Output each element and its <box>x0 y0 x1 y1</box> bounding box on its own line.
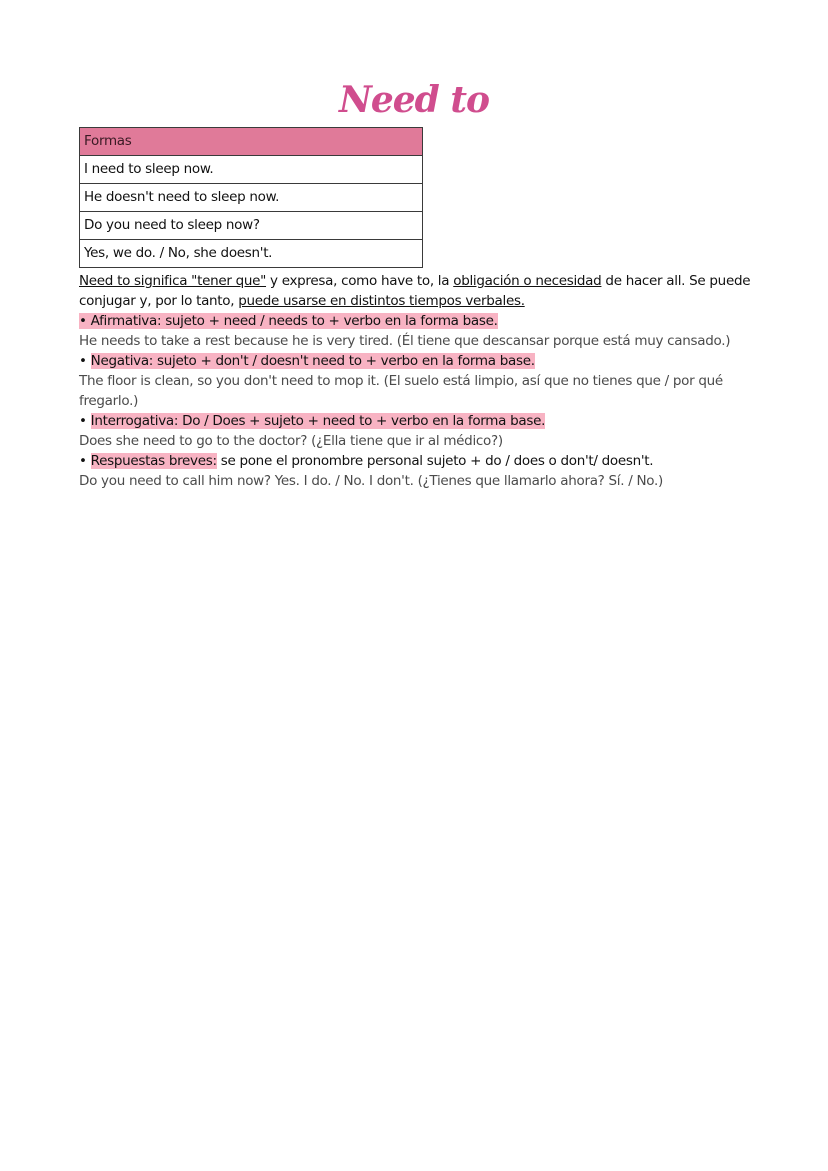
short-answers-rule <box>79 451 759 471</box>
negative-example: The floor is clean, so you don't need to mop it. (El suelo está limpio, así que no tienes que / por qué fregarlo.) <box>79 373 723 409</box>
intro-underlined-obligation: obligación o necesidad <box>453 273 602 289</box>
short-answers-text: se pone el pronombre personal sujeto + do / does o don't/ doesn't. <box>216 453 654 469</box>
affirmative-highlight: • Afirmativa: sujeto + need / needs to + verbo en la forma base. <box>79 313 498 329</box>
table-header-cell: Formas <box>80 128 423 156</box>
table-row <box>80 184 423 212</box>
explanation-body <box>79 271 759 491</box>
short-answers-highlight: Respuestas breves: <box>90 453 217 469</box>
negative-highlight: Negativa: sujeto + don't / doesn't need to + verbo en la forma base. <box>90 353 535 369</box>
negative-rule <box>79 351 759 371</box>
interrogative-example: Does she need to go to the doctor? (¿Ella tiene que ir al médico?) <box>79 433 503 449</box>
bullet: • <box>79 453 91 469</box>
interrogative-highlight: Interrogativa: Do / Does + sujeto + need to + verbo en la forma base. <box>90 413 546 429</box>
page-title: Need to <box>338 79 490 121</box>
table-cell: Yes, we do. / No, she doesn't. <box>80 240 423 268</box>
intro-text: y expresa, como have to, la <box>266 273 454 289</box>
table-cell: Do you need to sleep now? <box>80 212 423 240</box>
table-row <box>80 240 423 268</box>
intro-underlined-tenses: puede usarse en distintos tiempos verbales. <box>238 293 525 309</box>
bullet: • <box>79 353 91 369</box>
short-answers-example: Do you need to call him now? Yes. I do. / No. I don't. (¿Tienes que llamarlo ahora? Sí. / No.) <box>79 473 663 489</box>
table-row <box>80 212 423 240</box>
affirmative-rule <box>79 311 759 331</box>
affirmative-example: He needs to take a rest because he is very tired. (Él tiene que descansar porque está muy cansado.) <box>79 333 731 349</box>
intro-paragraph <box>79 271 759 311</box>
intro-underlined-meaning: Need to significa "tener que" <box>79 273 267 289</box>
table-cell: I need to sleep now. <box>80 156 423 184</box>
table-header-row <box>80 128 423 156</box>
intro-text: de hacer all. Se puede conjugar y, por lo tanto, <box>79 273 751 309</box>
interrogative-rule <box>79 411 759 431</box>
table-cell: He doesn't need to sleep now. <box>80 184 423 212</box>
bullet: • <box>79 413 91 429</box>
table-row <box>80 156 423 184</box>
forms-table <box>79 127 423 268</box>
